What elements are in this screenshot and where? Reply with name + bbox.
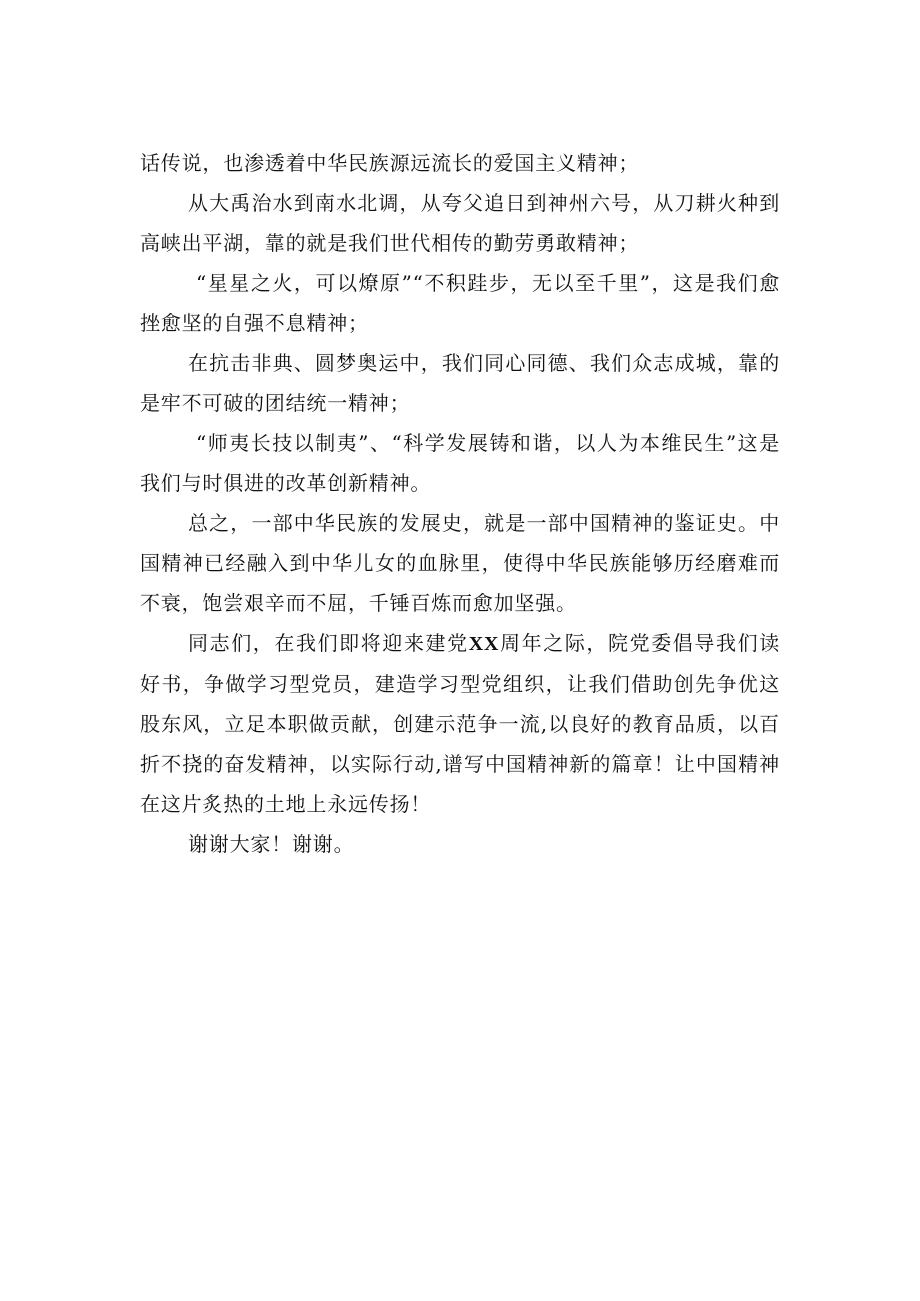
paragraph-continued: 话传说，也渗透着中华民族源远流长的爱国主义精神；: [140, 151, 640, 175]
paragraph-hardworking-spirit: 从大禹治水到南水北调，从夸父追日到神州六号，从刀耕火种到高峡出平湖，靠的就是我们世代相传的勤劳勇敢精神；: [140, 191, 780, 255]
paragraph-thanks: 谢谢大家！谢谢。: [188, 832, 355, 856]
speech-body: [140, 143, 780, 864]
paragraph-self-improvement-spirit: “星星之火，可以燎原”“不积跬步，无以至千里”，这是我们愈挫愈坚的自强不息精神；: [140, 271, 780, 335]
paragraph-summary: 总之，一部中华民族的发展史，就是一部中国精神的鉴证史。中国精神已经融入到中华儿女的血脉里，使得中华民族能够历经磨难而不衰，饱尝艰辛而不屈，千锤百炼而愈加坚强。: [140, 511, 780, 615]
paragraph-closing: [140, 623, 780, 824]
closing-text-part2: 周年之际，院党委倡导我们读好书，争做学习型党员，建造学习型党组织，让我们借助创先争优这股东风，立足本职做贡献，创建示范争一流,以良好的教育品质，以百折不挠的奋发精神，以实际行动,谱写中国精神新的篇章！让中国精神在这片炙热的土地上永远传扬！: [140, 631, 780, 816]
paragraph-unity-spirit: 在抗击非典、圆梦奥运中，我们同心同德、我们众志成城，靠的是牢不可破的团结统一精神；: [140, 351, 780, 415]
closing-anniversary-placeholder: XX: [468, 633, 500, 655]
paragraph-innovation-spirit: “师夷长技以制夷”、“科学发展铸和谐，以人为本维民生”这是我们与时俱进的改革创新精神。: [140, 431, 780, 495]
closing-text-part1: 同志们，在我们即将迎来建党: [188, 631, 469, 655]
